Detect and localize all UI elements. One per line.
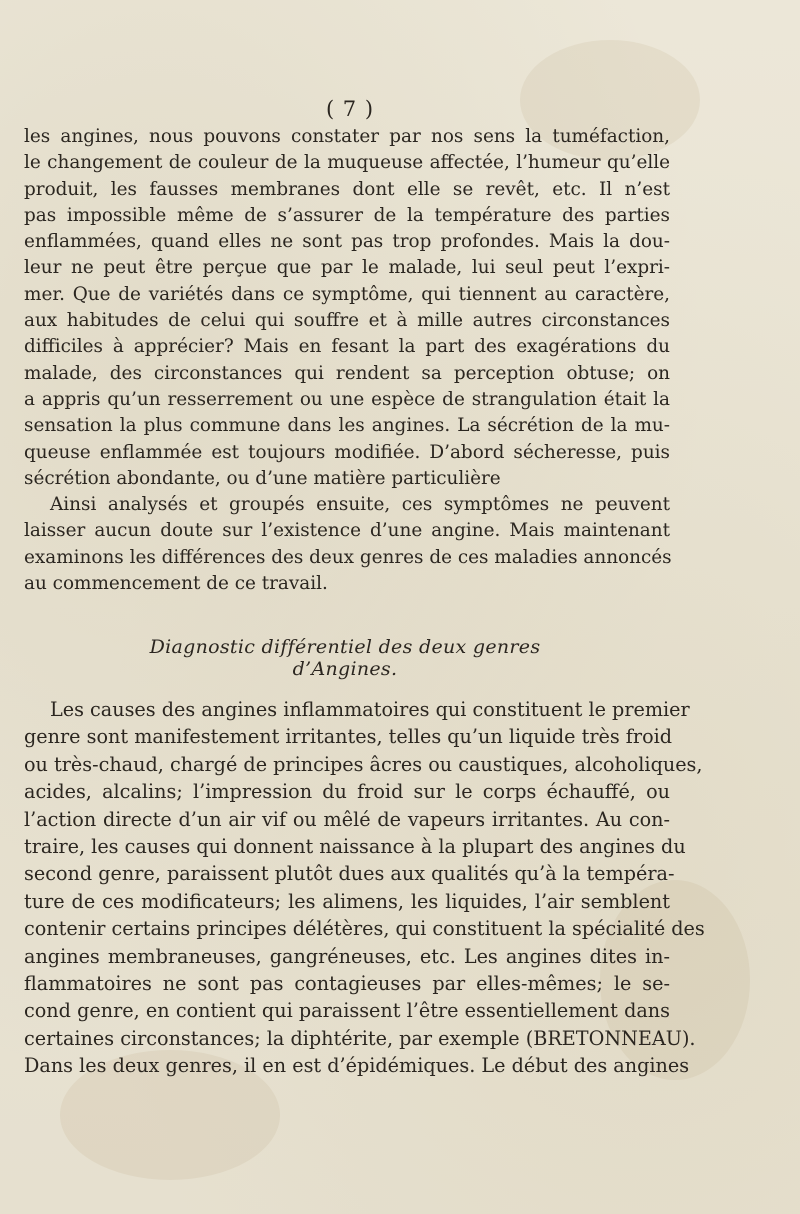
page-number: ( 7 ) <box>325 97 375 121</box>
text-line: le changement de couleur de la muqueuse affectée, l’humeur qu’elle <box>24 152 670 174</box>
text-block-lower <box>24 696 705 1079</box>
text-line: second genre, paraissent plutôt dues aux qualités qu’à la tempéra- <box>24 862 675 886</box>
text-line: angines membraneuses, gangréneuses, etc. Les angines dites in- <box>24 944 670 968</box>
text-line: queuse enflammée est toujours modifiée. D’abord sécheresse, puis <box>24 441 670 463</box>
text-line: leur ne peut être perçue que par le malade, lui seul peut l’expri- <box>24 257 670 279</box>
text-line: l’action directe d’un air vif ou mêlé de vapeurs irritantes. Au con- <box>24 807 670 831</box>
text-block-upper <box>24 124 670 597</box>
text-line: produit, les fausses membranes dont elle se revêt, etc. Il n’est <box>24 178 670 200</box>
text-line: ou très-chaud, chargé de principes âcres ou caustiques, alcoholiques, <box>24 752 703 776</box>
text-line: certaines circonstances; la diphtérite, par exemple (BRETONNEAU). <box>24 1026 696 1050</box>
text-line: a appris qu’un resserrement ou une espèce de strangulation était la <box>24 388 670 410</box>
text-line: difficiles à apprécier? Mais en fesant la part des exagérations du <box>24 336 670 358</box>
text-line: pas impossible même de s’assurer de la température des parties <box>24 204 670 226</box>
text-line: flammatoires ne sont pas contagieuses par elles-mêmes; le se- <box>24 971 670 995</box>
text-line-last: au commencement de ce travail. <box>24 573 328 595</box>
text-line: Les causes des angines inflammatoires qui constituent le premier <box>50 698 690 721</box>
text-line: mer. Que de variétés dans ce symptôme, qui tiennent au caractère, <box>24 283 670 305</box>
text-line: sensation la plus commune dans les angines. La sécrétion de la mu- <box>24 415 670 437</box>
section-heading: Diagnostic différentiel des deux genres d’Angines. <box>149 636 541 680</box>
text-line: genre sont manifestement irritantes, telles qu’un liquide très froid <box>24 725 673 749</box>
text-line: cond genre, en contient qui paraissent l’être essentiellement dans <box>24 999 670 1023</box>
text-line: examinons les différences des deux genres de ces maladies annoncés <box>24 546 672 568</box>
text-line: enflammées, quand elles ne sont pas trop profondes. Mais la dou- <box>24 231 670 253</box>
text-line-last: sécrétion abondante, ou d’une matière particulière <box>24 467 501 489</box>
text-line: Ainsi analysés et groupés ensuite, ces symptômes ne peuvent <box>50 494 670 516</box>
text-line: ture de ces modificateurs; les alimens, les liquides, l’air semblent <box>24 889 670 913</box>
text-line: Dans les deux genres, il en est d’épidémiques. Le début des angines <box>24 1054 690 1078</box>
text-line: les angines, nous pouvons constater par nos sens la tuméfaction, <box>24 126 670 147</box>
text-line: traire, les causes qui donnent naissance à la plupart des angines du <box>24 834 686 858</box>
text-line: malade, des circonstances qui rendent sa perception obtuse; on <box>24 362 670 384</box>
text-line: contenir certains principes délétères, qui constituent la spécialité des <box>24 917 705 941</box>
text-line: acides, alcalins; l’impression du froid sur le corps échauffé, ou <box>24 780 670 804</box>
text-line: aux habitudes de celui qui souffre et à mille autres circonstances <box>24 310 670 332</box>
text-line: laisser aucun doute sur l’existence d’une angine. Mais maintenant <box>24 520 670 542</box>
